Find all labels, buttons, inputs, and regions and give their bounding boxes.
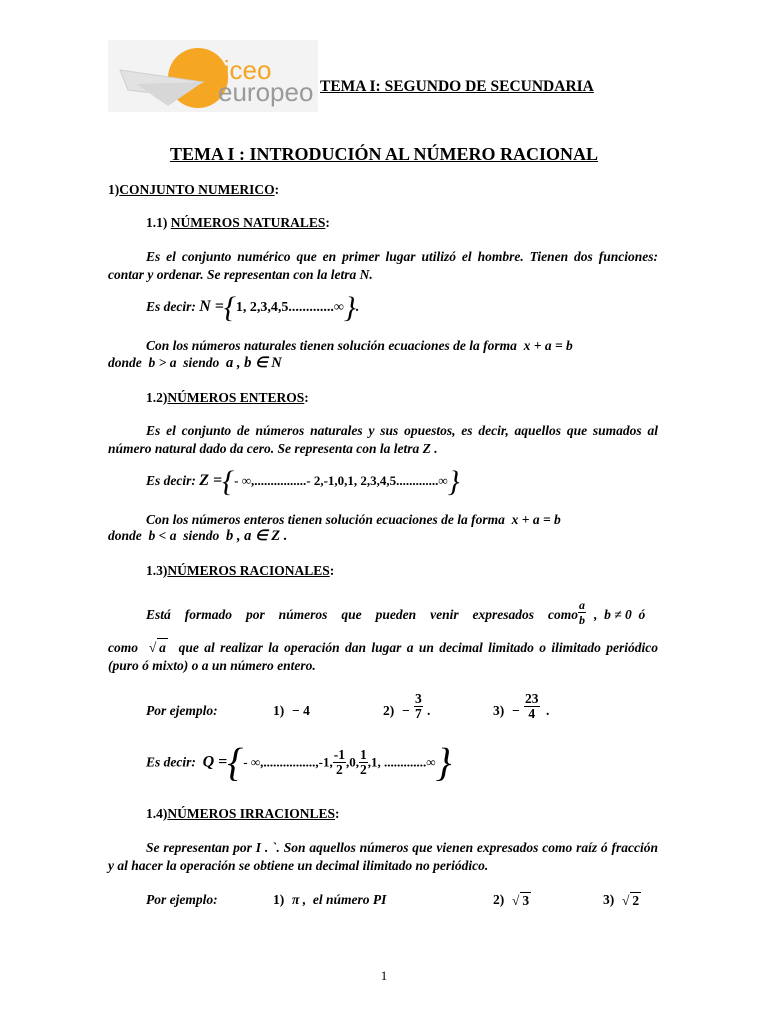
page-number: 1 bbox=[380, 968, 388, 983]
section-1-4-paragraph: Se representan por I . `. Son aquellos números que vienen expresados como raíz ó fracción y al hacer la operación se obtiene un decimal ilimitado no periódico. bbox=[108, 840, 658, 873]
integers-set: Es decir: Z ={- ∞,................- 2,-1,0,1, 2,3,4,5.............∞} bbox=[146, 465, 460, 498]
page-title: TEMA I : INTRODUCIÓN AL NÚMERO RACIONAL bbox=[169, 144, 599, 164]
section-1-3-heading: 1.3)NÚMEROS RACIONALES: bbox=[146, 563, 335, 578]
section-1-1-equation-text: Con los números naturales tienen solución ecuaciones de la forma x + a = b bbox=[146, 338, 573, 353]
section-1-2-equation-text: Con los números enteros tienen solución ecuaciones de la forma x + a = b bbox=[146, 512, 561, 527]
section-1-4-examples: Por ejemplo: 1) π , el número PI 2) √ 3 3) √ 2 bbox=[146, 892, 640, 908]
header-title: TEMA I: SEGUNDO DE SECUNDARIA bbox=[320, 78, 594, 95]
logo-text-europeo: europeo bbox=[218, 77, 314, 107]
section-1-1-condition: donde b > a siendo a , b ∈ N bbox=[108, 355, 282, 371]
section-1-2-condition: donde b < a siendo b , a ∈ Z . bbox=[108, 528, 288, 544]
logo bbox=[108, 40, 318, 112]
section-1-heading: 1)CONJUNTO NUMERICO: bbox=[108, 182, 280, 197]
section-1-3-examples: Por ejemplo: 1) − 4 2) − $\frac{3}{7}$ . 3) − $\frac{23}{4}$ . bbox=[146, 691, 550, 721]
section-1-2-heading: 1.2)NÚMEROS ENTEROS: bbox=[146, 390, 309, 405]
naturals-set: Es decir: N ={1, 2,3,4,5.............∞}. bbox=[146, 291, 360, 324]
rationals-set: Es decir: Q ={- ∞,................,-1, $\frac{-1}{2}$ ,0, $\frac{1}{2}$ ,1, .............∞} bbox=[146, 739, 452, 785]
logo-text-liceo: liceo bbox=[218, 55, 272, 85]
section-1-2-paragraph: Es el conjunto de números naturales y sus opuestos, es decir, aquellos que sumados al número natural dado da cero. Se representa con la letra Z . bbox=[108, 423, 658, 456]
section-1-1-heading: 1.1) NÚMEROS NATURALES: bbox=[146, 215, 330, 230]
section-1-4-heading: 1.4)NÚMEROS IRRACIONLES: bbox=[146, 806, 340, 821]
section-1-3-line2: como √ a que al realizar la operación dan lugar a un decimal limitado o ilimitado periódico (puro ó mixto) o a un número entero. bbox=[108, 640, 659, 673]
section-1-1-paragraph: Es el conjunto numérico que en primer lugar utilizó el hombre. Tienen dos funciones: contar y ordenar. Se representan con la letra N. bbox=[108, 249, 658, 282]
